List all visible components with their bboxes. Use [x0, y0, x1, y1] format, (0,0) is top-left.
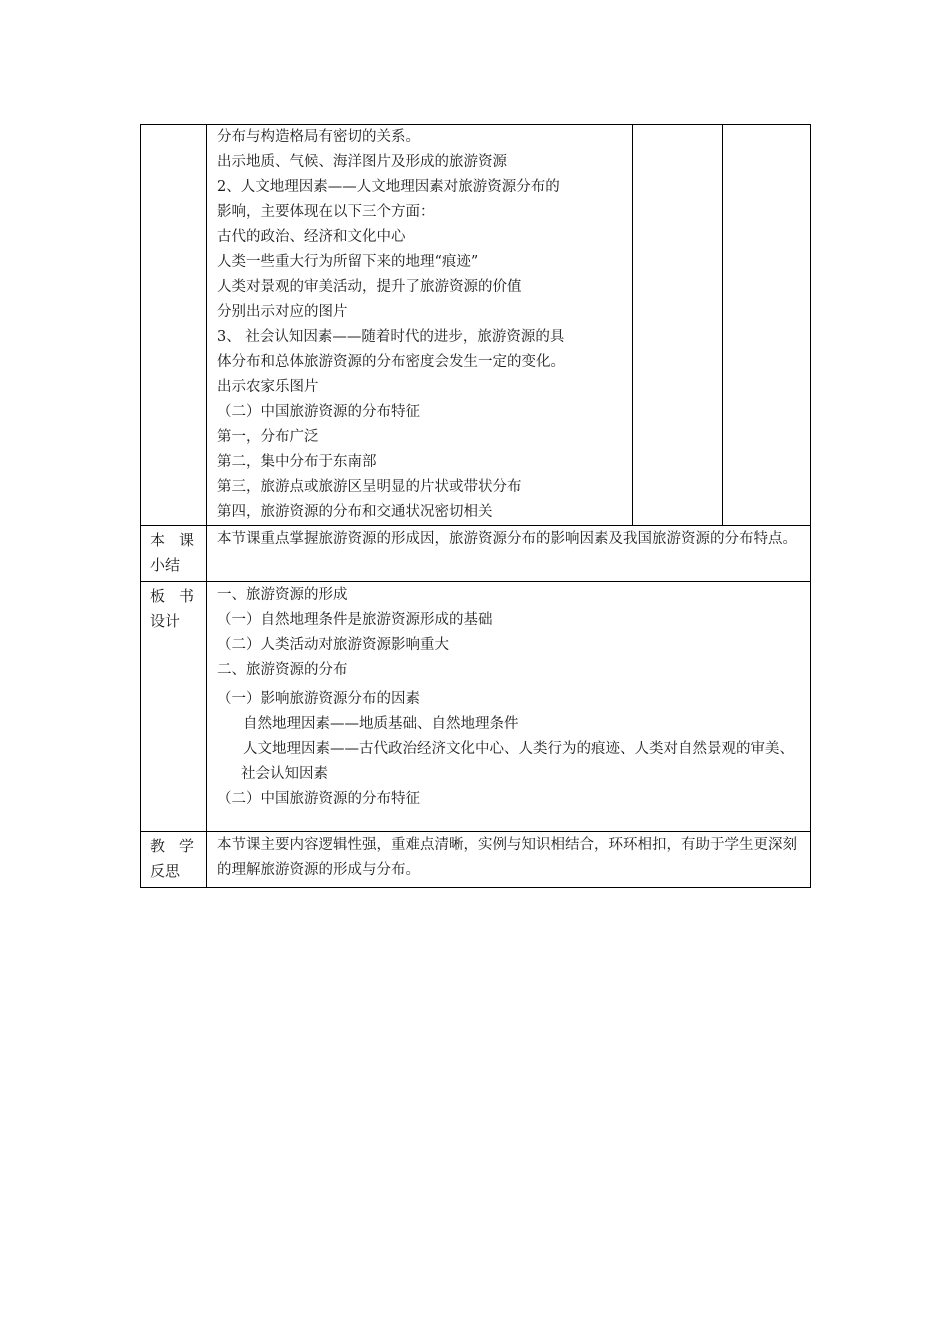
process-label-cell: [141, 125, 207, 526]
board-line: 自然地理因素——地质基础、自然地理条件: [243, 716, 519, 732]
board-line: 人文地理因素——古代政治经济文化中心、人类行为的痕迹、人类对自然景观的审美、: [243, 741, 794, 757]
summary-label: 小结: [150, 556, 181, 574]
reflection-label: 反思: [150, 862, 181, 880]
process-line: 分别出示对应的图片: [217, 304, 348, 320]
board-row: [141, 582, 811, 832]
empty-cell: [633, 125, 723, 526]
summary-label: 本 课: [150, 531, 194, 549]
process-row: [141, 125, 811, 526]
reflection-content-cell: [207, 832, 811, 888]
reflection-row: [141, 832, 811, 888]
process-line: 人类一些重大行为所留下来的地理“痕迹”: [217, 254, 479, 270]
process-line: 古代的政治、经济和文化中心: [217, 229, 406, 245]
process-line: 第四，旅游资源的分布和交通状况密切相关: [217, 504, 493, 520]
board-line: 一、旅游资源的形成: [217, 587, 348, 603]
process-line: 3、 社会认知因素——随着时代的进步，旅游资源的具: [217, 329, 565, 345]
summary-label-cell: [141, 526, 207, 582]
process-line: 影响，主要体现在以下三个方面：: [217, 204, 435, 220]
board-line: 社会认知因素: [241, 766, 328, 782]
board-line: （一）自然地理条件是旅游资源形成的基础: [217, 612, 493, 628]
process-line: 出示农家乐图片: [217, 379, 319, 395]
process-line: 体分布和总体旅游资源的分布密度会发生一定的变化。: [217, 354, 565, 370]
process-line: 出示地质、气候、海洋图片及形成的旅游资源: [217, 154, 507, 170]
board-label: 板 书: [150, 587, 194, 605]
empty-cell: [723, 125, 811, 526]
board-label: 设计: [150, 612, 181, 630]
board-label-cell: [141, 582, 207, 832]
process-line: 第三，旅游点或旅游区呈明显的片状或带状分布: [217, 479, 522, 495]
lesson-plan-table: [140, 124, 811, 888]
process-line: 第一，分布广泛: [217, 429, 319, 445]
process-line: （二）中国旅游资源的分布特征: [217, 404, 420, 420]
reflection-text: 本节课主要内容逻辑性强，重难点清晰，实例与知识相结合，环环相扣，有助于学生更深刻的理解旅游资源的形成与分布。: [217, 837, 797, 878]
summary-content-cell: [207, 526, 811, 582]
board-line: （二）中国旅游资源的分布特征: [217, 791, 420, 807]
process-line: 分布与构造格局有密切的关系。: [217, 129, 420, 145]
process-line: 2、人文地理因素——人文地理因素对旅游资源分布的: [217, 179, 560, 195]
reflection-label-cell: [141, 832, 207, 888]
reflection-label: 教 学: [150, 837, 194, 855]
summary-row: [141, 526, 811, 582]
board-line: 二、旅游资源的分布: [217, 662, 348, 678]
process-content-cell: [207, 125, 633, 526]
process-line: 第二，集中分布于东南部: [217, 454, 377, 470]
board-line: （一）影响旅游资源分布的因素: [217, 691, 420, 707]
summary-text: 本节课重点掌握旅游资源的形成因，旅游资源分布的影响因素及我国旅游资源的分布特点。: [217, 531, 797, 547]
board-line: （二）人类活动对旅游资源影响重大: [217, 637, 449, 653]
process-line: 人类对景观的审美活动，提升了旅游资源的价值: [217, 279, 522, 295]
board-content-cell: [207, 582, 811, 832]
